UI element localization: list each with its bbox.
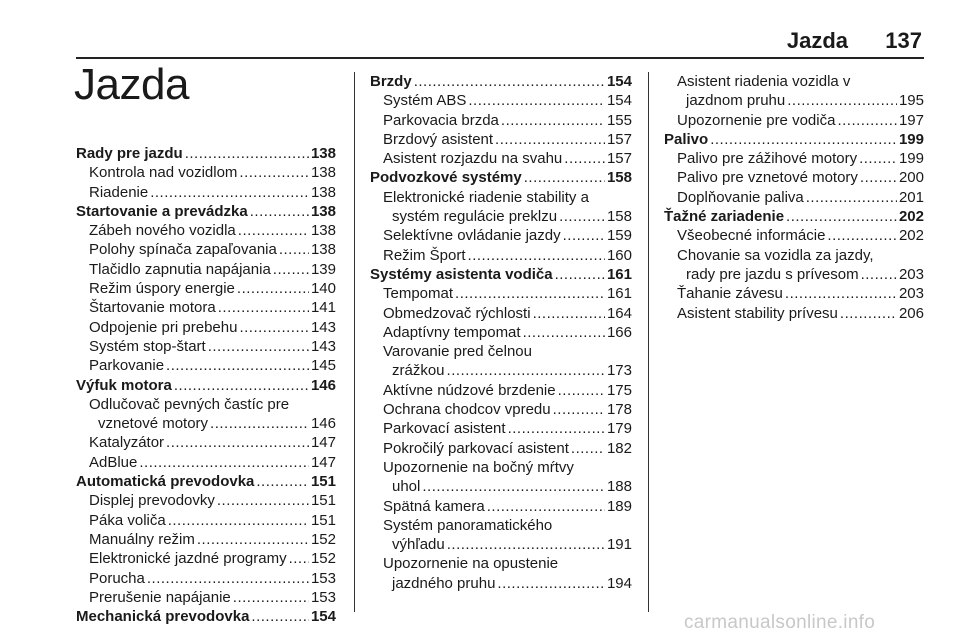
toc-page-number: 146	[310, 376, 336, 394]
toc-page-number: 155	[606, 111, 632, 129]
toc-section-entry[interactable]	[76, 376, 336, 395]
toc-entry[interactable]	[370, 535, 632, 554]
toc-page-number: 154	[310, 608, 336, 626]
chapter-title: Jazda	[74, 60, 189, 109]
toc-column-1	[76, 144, 336, 626]
toc-entry-label: Ťažné zariadenie	[664, 208, 785, 226]
leader-dots	[217, 491, 309, 510]
leader-dots	[563, 226, 605, 245]
page-number: 137	[885, 28, 922, 53]
toc-entry-label: Parkovací asistent	[383, 420, 506, 438]
running-header-title: Jazda	[786, 28, 848, 53]
leader-dots	[273, 260, 309, 279]
leader-dots	[571, 439, 605, 458]
leader-dots	[468, 246, 605, 265]
leader-dots	[455, 284, 605, 303]
toc-page-number: 201	[898, 188, 924, 206]
column-divider	[648, 72, 649, 612]
toc-section-entry[interactable]	[370, 265, 632, 284]
toc-entry[interactable]	[370, 284, 632, 303]
toc-entry[interactable]	[664, 284, 924, 303]
toc-page-number: 143	[310, 337, 336, 355]
toc-page-number: 197	[898, 111, 924, 129]
toc-page-number: 188	[606, 478, 632, 496]
toc-entry-label: Riadenie	[89, 183, 149, 201]
toc-entry-label: výhľadu	[392, 536, 445, 554]
toc-entry-label: Tempomat	[383, 285, 454, 303]
toc-section-entry[interactable]	[76, 144, 336, 163]
toc-entry-label: Palivo	[664, 130, 709, 148]
toc-entry-label-line: Upozornenie na opustenie	[383, 555, 559, 573]
toc-entry-label-line: Varovanie pred čelnou	[383, 343, 532, 361]
toc-page-number: 143	[310, 318, 336, 336]
toc-entry[interactable]	[370, 477, 632, 496]
toc-entry-label: Mechanická prevodovka	[76, 608, 250, 626]
toc-entry-label-line: Chovanie sa vozidla za jazdy,	[677, 246, 874, 264]
leader-dots	[786, 207, 897, 226]
toc-entry-label: Systémy asistenta vodiča	[370, 265, 553, 283]
toc-page-number: 160	[606, 246, 632, 264]
toc-page-number: 161	[606, 285, 632, 303]
leader-dots	[487, 497, 605, 516]
toc-page-number: 159	[606, 227, 632, 245]
leader-dots	[422, 477, 605, 496]
leader-dots	[564, 149, 605, 168]
toc-page-number: 194	[606, 574, 632, 592]
toc-entry-label: Palivo pre vznetové motory	[677, 169, 858, 187]
leader-dots	[256, 472, 309, 491]
leader-dots	[147, 569, 309, 588]
toc-entry-label: Režim Šport	[383, 246, 466, 264]
toc-entry-label: Pokročilý parkovací asistent	[383, 439, 569, 457]
toc-page-number: 153	[310, 588, 336, 606]
leader-dots	[710, 130, 897, 149]
toc-entry[interactable]	[370, 207, 632, 226]
toc-page-number: 202	[898, 208, 924, 226]
toc-entry-label: Štartovanie motora	[89, 299, 216, 317]
toc-page-number: 157	[606, 150, 632, 168]
toc-page-number: 141	[310, 299, 336, 317]
leader-dots	[861, 265, 897, 284]
leader-dots	[150, 183, 309, 202]
toc-page-number: 154	[606, 92, 632, 110]
toc-entry[interactable]	[664, 265, 924, 284]
toc-page-number: 166	[606, 323, 632, 341]
toc-entry-label: Asistent stability prívesu	[677, 304, 838, 322]
toc-entry-label: Displej prevodovky	[89, 492, 215, 510]
leader-dots	[501, 111, 605, 130]
toc-entry-label: Podvozkové systémy	[370, 169, 522, 187]
toc-entry-label: Porucha	[89, 569, 145, 587]
leader-dots	[218, 298, 309, 317]
toc-entry-label: Výfuk motora	[76, 376, 172, 394]
toc-entry-label: Páka voliča	[89, 511, 166, 529]
toc-entry-label: Systém ABS	[383, 92, 467, 110]
toc-entry[interactable]	[76, 530, 336, 549]
toc-entry[interactable]	[664, 188, 924, 207]
toc-entry[interactable]	[76, 414, 336, 433]
toc-section-entry[interactable]	[370, 72, 632, 91]
toc-entry[interactable]	[370, 323, 632, 342]
toc-entry[interactable]	[370, 497, 632, 516]
toc-entry-label: Asistent rozjazdu na svahu	[383, 150, 563, 168]
leader-dots	[233, 588, 309, 607]
leader-dots	[533, 304, 605, 323]
toc-entry-label: Parkovanie	[89, 357, 165, 375]
toc-page-number: 164	[606, 304, 632, 322]
toc-entry-label: AdBlue	[89, 453, 138, 471]
toc-page-number: 182	[606, 439, 632, 457]
toc-entry[interactable]	[76, 163, 336, 182]
toc-entry[interactable]	[370, 111, 632, 130]
toc-entry[interactable]	[76, 356, 336, 375]
toc-entry-label: Zábeh nového vozidla	[89, 222, 236, 240]
leader-dots	[859, 149, 897, 168]
toc-entry-label-line: Odlučovač pevných častíc pre	[89, 395, 290, 413]
toc-entry[interactable]	[370, 130, 632, 149]
toc-entry[interactable]	[664, 111, 924, 130]
leader-dots	[524, 168, 605, 187]
leader-dots	[197, 530, 309, 549]
toc-column-3	[664, 72, 924, 323]
toc-entry-label: uhol	[392, 478, 421, 496]
toc-entry-label: Brzdy	[370, 73, 412, 90]
toc-entry-label: jazdnom pruhu	[686, 92, 786, 110]
toc-page-number: 140	[310, 280, 336, 298]
toc-page-number: 151	[310, 511, 336, 529]
toc-entry-label: Ťahanie závesu	[677, 285, 783, 303]
toc-entry[interactable]	[370, 574, 632, 593]
toc-entry[interactable]	[370, 361, 632, 380]
toc-entry[interactable]	[76, 221, 336, 240]
toc-entry[interactable]	[370, 400, 632, 419]
toc-entry[interactable]	[370, 149, 632, 168]
toc-entry-label: Polohy spínača zapaľovania	[89, 241, 277, 259]
toc-page-number: 178	[606, 401, 632, 419]
toc-entry[interactable]	[76, 279, 336, 298]
toc-entry-label-line: Elektronické riadenie stability a	[383, 188, 589, 206]
toc-section-entry[interactable]	[76, 202, 336, 221]
toc-page-number: 151	[310, 492, 336, 510]
leader-dots	[139, 453, 309, 472]
toc-page-number: 195	[898, 92, 924, 110]
toc-entry-label: rady pre jazdu s prívesom	[686, 265, 859, 283]
toc-entry-label: Manuálny režim	[89, 530, 195, 548]
leader-dots	[837, 111, 897, 130]
toc-page-number: 152	[310, 550, 336, 568]
leader-dots	[558, 381, 605, 400]
toc-entry[interactable]	[76, 337, 336, 356]
toc-entry[interactable]	[76, 491, 336, 510]
toc-page-number: 179	[606, 420, 632, 438]
toc-entry-label: Systém stop-štart	[89, 337, 206, 355]
toc-page-number: 206	[898, 304, 924, 322]
toc-page-number: 151	[310, 473, 336, 491]
leader-dots	[166, 433, 309, 452]
toc-entry[interactable]	[76, 318, 336, 337]
leader-dots	[447, 535, 605, 554]
toc-entry-label: Katalyzátor	[89, 434, 165, 452]
toc-entry[interactable]	[370, 226, 632, 245]
leader-dots	[166, 356, 309, 375]
toc-entry-label: vznetové motory	[98, 415, 209, 433]
column-divider	[354, 72, 355, 612]
toc-entry-label: zrážkou	[392, 362, 445, 380]
toc-entry-label: jazdného pruhu	[392, 574, 496, 592]
leader-dots	[785, 284, 897, 303]
toc-entry-label: Kontrola nad vozidlom	[89, 164, 238, 182]
toc-entry-label: Odpojenie pri prebehu	[89, 318, 238, 336]
toc-entry[interactable]	[664, 149, 924, 168]
leader-dots	[239, 318, 309, 337]
leader-dots	[414, 72, 605, 91]
toc-page-number: 191	[606, 536, 632, 554]
leader-dots	[497, 574, 605, 593]
leader-dots	[806, 188, 897, 207]
leader-dots	[174, 376, 309, 395]
toc-entry-label-line: Upozornenie na bočný mŕtvy	[383, 458, 574, 476]
toc-entry[interactable]	[76, 588, 336, 607]
header-rule	[76, 57, 924, 59]
toc-page-number: 146	[310, 415, 336, 433]
toc-section-entry[interactable]	[664, 130, 924, 149]
leader-dots	[185, 144, 309, 163]
toc-section-entry[interactable]	[370, 168, 632, 187]
toc-page-number: 202	[898, 227, 924, 245]
toc-entry[interactable]	[76, 260, 336, 279]
toc-entry-label: Upozornenie pre vodiča	[677, 111, 836, 129]
toc-page-number: 153	[310, 569, 336, 587]
toc-entry[interactable]	[76, 433, 336, 452]
leader-dots	[787, 91, 897, 110]
toc-entry[interactable]	[664, 91, 924, 110]
toc-page-number: 199	[898, 130, 924, 148]
watermark: carmanualsonline.info	[684, 612, 876, 633]
leader-dots	[289, 549, 309, 568]
toc-entry[interactable]	[76, 511, 336, 530]
toc-page-number: 189	[606, 497, 632, 515]
leader-dots	[523, 323, 605, 342]
toc-page-number: 154	[606, 73, 632, 90]
toc-entry-label: Brzdový asistent	[383, 130, 494, 148]
toc-entry[interactable]	[370, 439, 632, 458]
leader-dots	[840, 304, 897, 323]
toc-entry[interactable]	[76, 549, 336, 568]
toc-section-entry[interactable]	[76, 472, 336, 491]
toc-entry-label: Aktívne núdzové brzdenie	[383, 381, 556, 399]
leader-dots	[238, 221, 309, 240]
toc-page-number: 138	[310, 222, 336, 240]
leader-dots	[210, 414, 309, 433]
toc-entry-label: Ochrana chodcov vpredu	[383, 401, 551, 419]
toc-entry-label: Elektronické jazdné programy	[89, 550, 287, 568]
leader-dots	[468, 91, 605, 110]
toc-column-2	[370, 72, 632, 593]
toc-page-number: 138	[310, 202, 336, 220]
toc-entry-label-line: Asistent riadenia vozidla v	[677, 73, 851, 90]
toc-entry-label: Tlačidlo zapnutia napájania	[89, 260, 271, 278]
toc-entry-label: Adaptívny tempomat	[383, 323, 521, 341]
toc-entry-label: Palivo pre zážihové motory	[677, 150, 858, 168]
toc-entry[interactable]	[76, 298, 336, 317]
toc-page-number: 147	[310, 434, 336, 452]
toc-entry[interactable]	[370, 381, 632, 400]
toc-entry[interactable]	[370, 304, 632, 323]
toc-entry-label: systém regulácie preklzu	[392, 208, 558, 226]
toc-entry[interactable]	[76, 453, 336, 472]
toc-entry-label: Automatická prevodovka	[76, 473, 255, 491]
toc-page-number: 173	[606, 362, 632, 380]
toc-page-number: 152	[310, 530, 336, 548]
toc-entry-label-line: Systém panoramatického	[383, 516, 553, 534]
leader-dots	[237, 279, 309, 298]
leader-dots	[559, 207, 605, 226]
toc-page-number: 138	[310, 183, 336, 201]
leader-dots	[508, 419, 605, 438]
toc-page-number: 138	[310, 164, 336, 182]
leader-dots	[555, 265, 605, 284]
leader-dots	[495, 130, 605, 149]
toc-page-number: 200	[898, 169, 924, 187]
toc-page-number: 175	[606, 381, 632, 399]
toc-section-entry[interactable]	[76, 607, 336, 626]
toc-entry-label: Spätná kamera	[383, 497, 485, 515]
leader-dots	[239, 163, 309, 182]
leader-dots	[860, 168, 897, 187]
toc-entry[interactable]	[76, 183, 336, 202]
toc-page-number: 139	[310, 260, 336, 278]
toc-page-number: 147	[310, 453, 336, 471]
toc-page-number: 158	[606, 169, 632, 187]
toc-page-number: 138	[310, 145, 336, 162]
toc-page-number: 158	[606, 208, 632, 226]
toc-page-number: 157	[606, 130, 632, 148]
toc-entry[interactable]	[664, 168, 924, 187]
toc-page-number: 138	[310, 241, 336, 259]
toc-entry[interactable]	[76, 240, 336, 259]
toc-entry-label: Obmedzovač rýchlosti	[383, 304, 531, 322]
toc-page-number: 199	[898, 150, 924, 168]
toc-entry-label: Rady pre jazdu	[76, 145, 183, 162]
toc-entry[interactable]	[370, 91, 632, 110]
toc-entry[interactable]	[370, 246, 632, 265]
leader-dots	[827, 226, 897, 245]
toc-entry-label: Parkovacia brzda	[383, 111, 499, 129]
toc-section-entry[interactable]	[664, 207, 924, 226]
leader-dots	[447, 361, 605, 380]
toc-entry[interactable]	[664, 226, 924, 245]
leader-dots	[279, 240, 309, 259]
toc-entry-label: Režim úspory energie	[89, 280, 235, 298]
toc-page-number: 161	[606, 265, 632, 283]
leader-dots	[208, 337, 309, 356]
toc-entry[interactable]	[370, 419, 632, 438]
toc-page-number: 145	[310, 357, 336, 375]
toc-entry[interactable]	[664, 304, 924, 323]
toc-page-number: 203	[898, 265, 924, 283]
leader-dots	[251, 607, 309, 626]
toc-entry-label: Selektívne ovládanie jazdy	[383, 227, 561, 245]
toc-entry-label: Doplňovanie paliva	[677, 188, 804, 206]
toc-entry-label: Všeobecné informácie	[677, 227, 826, 245]
leader-dots	[250, 202, 309, 221]
leader-dots	[553, 400, 605, 419]
toc-entry-label: Startovanie a prevádzka	[76, 202, 248, 220]
toc-page-number: 203	[898, 285, 924, 303]
toc-entry[interactable]	[76, 569, 336, 588]
toc-entry-label: Prerušenie napájanie	[89, 588, 231, 606]
leader-dots	[168, 511, 309, 530]
